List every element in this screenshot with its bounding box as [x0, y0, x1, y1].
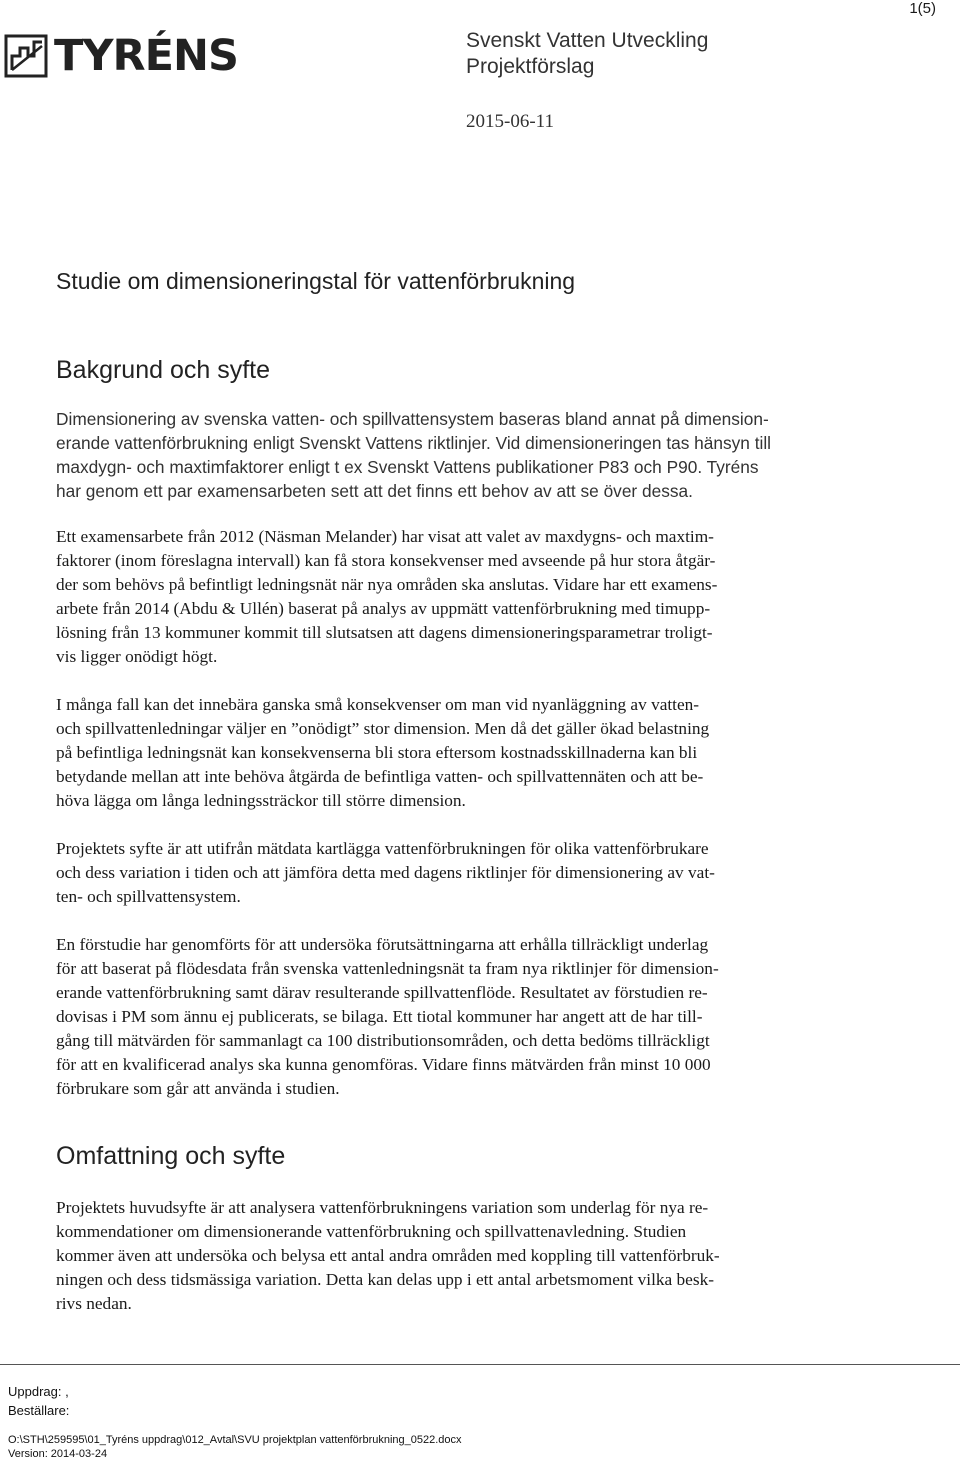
- text-line: En förstudie har genomförts för att undersöka förutsättningarna att erhålla tillräckligt underlag: [56, 935, 709, 954]
- text-line: vis ligger onödigt högt.: [56, 647, 218, 666]
- text-line: Projektets syfte är att utifrån mätdata kartlägga vattenförbrukningen för olika vattenförbrukare: [56, 839, 709, 858]
- text-line: betydande mellan att inte behöva åtgärda de befintliga vatten- och spillvattennäten och att be-: [56, 767, 704, 786]
- footer: [8, 1382, 69, 1420]
- text-line: kommer även att undersöka och belysa ett antal andra områden med koppling till vattenförbruk-: [56, 1246, 720, 1265]
- text-line: maxdygn- och maxtimfaktorer enligt t ex Svenskt Vattens publikationer P83 och P90. Tyréns: [56, 457, 759, 477]
- text-line: lösning från 13 kommuner kommit till slutsatsen att dagens dimensioneringsparametrar troligt-: [56, 623, 713, 642]
- text-line: faktorer (inom föreslagna intervall) kan få stora konsekvenser med avseende på hur stora åtgär-: [56, 551, 716, 570]
- header-document-type: Projektförslag: [466, 55, 595, 78]
- paragraph: [56, 693, 846, 813]
- footer-uppdrag: Uppdrag: ,: [8, 1384, 69, 1399]
- text-line: har genom ett par examensarbeten sett att det finns ett behov av att se över dessa.: [56, 481, 693, 501]
- tyrens-logo-icon: [4, 34, 48, 78]
- header-date: 2015-06-11: [466, 111, 554, 132]
- text-line: på befintliga ledningsnät kan konsekvenserna bli stora eftersom kostnadsskillnaderna kan bli: [56, 743, 698, 762]
- text-line: gång till mätvärden för sammanlagt ca 100 distributionsområden, och detta bedöms tillräckligt: [56, 1031, 710, 1050]
- text-line: dovisas i PM som ännu ej publicerats, se bilaga. Ett tiotal kommuner har angett att de har till-: [56, 1007, 703, 1026]
- text-line: för att baserat på flödesdata från svenska vattenledningsnät ta fram nya riktlinjer för dimension-: [56, 959, 719, 978]
- text-line: arbete från 2014 (Abdu & Ullén) baserat på analys av uppmätt vattenförbrukning med timupp-: [56, 599, 711, 618]
- section-heading-omfattning: Omfattning och syfte: [56, 1142, 286, 1170]
- paragraph: [56, 837, 846, 909]
- text-line: Projektets huvudsyfte är att analysera vattenförbrukningens variation som underlag för nya re-: [56, 1198, 709, 1217]
- text-line: I många fall kan det innebära ganska små konsekvenser om man vid nyanläggning av vatten-: [56, 695, 700, 714]
- paragraph: [56, 933, 846, 1101]
- logo-wordmark: TYRÉNS: [54, 31, 238, 81]
- footer-bestallare: Beställare:: [8, 1403, 70, 1418]
- footer-version: Version: 2014-03-24: [8, 1448, 108, 1460]
- section-heading-bakgrund: Bakgrund och syfte: [56, 356, 271, 384]
- footer-divider: [0, 1364, 960, 1365]
- text-line: ten- och spillvattensystem.: [56, 887, 241, 906]
- paragraph: [56, 1196, 846, 1316]
- text-line: erande vattenförbrukning enligt Svenskt Vattens riktlinjer. Vid dimensioneringen tas hänsyn till: [56, 433, 772, 453]
- page-number: 1(5): [909, 0, 936, 17]
- text-line: höva lägga om långa ledningssträckor till större dimension.: [56, 791, 466, 810]
- text-line: kommendationer om dimensionerande vattenförbrukning och spillvattenavledning. Studien: [56, 1222, 687, 1241]
- text-line: Dimensionering av svenska vatten- och spillvattensystem baseras bland annat på dimension-: [56, 409, 769, 429]
- company-logo: [4, 31, 238, 81]
- text-line: ningen och dess tidsmässiga variation. Detta kan delas upp i ett antal arbetsmoment vilka besk-: [56, 1270, 714, 1289]
- text-line: rivs nedan.: [56, 1294, 132, 1313]
- text-line: förbrukare som går att använda i studien.: [56, 1079, 340, 1098]
- paragraph: [56, 407, 846, 503]
- text-line: och dess variation i tiden och att jämföra detta med dagens riktlinjer för dimensionering av vat-: [56, 863, 715, 882]
- text-line: för att en kvalificerad analys ska kunna genomföras. Vidare finns mätvärden från minst 10 000: [56, 1055, 711, 1074]
- document-header: [466, 28, 708, 80]
- text-line: erande vattenförbrukning samt därav resulterande spillvattenflöde. Resultatet av förstudien re-: [56, 983, 708, 1002]
- document-title: Studie om dimensioneringstal för vattenförbrukning: [56, 268, 576, 294]
- text-line: der som behövs på befintligt ledningsnät när nya områden ska anslutas. Vidare har ett examens-: [56, 575, 718, 594]
- paragraph: [56, 525, 846, 669]
- text-line: och spillvattenledningar väljer en ”onödigt” stor dimension. Men då det gäller ökad belastning: [56, 719, 710, 738]
- footer-file-path: O:\STH\259595\01_Tyréns uppdrag\012_Avtal\SVU projektplan vattenförbrukning_0522.docx: [8, 1434, 462, 1446]
- text-line: Ett examensarbete från 2012 (Näsman Melander) har visat att valet av maxdygns- och maxtim-: [56, 527, 714, 546]
- header-organization: Svenskt Vatten Utveckling: [466, 29, 709, 52]
